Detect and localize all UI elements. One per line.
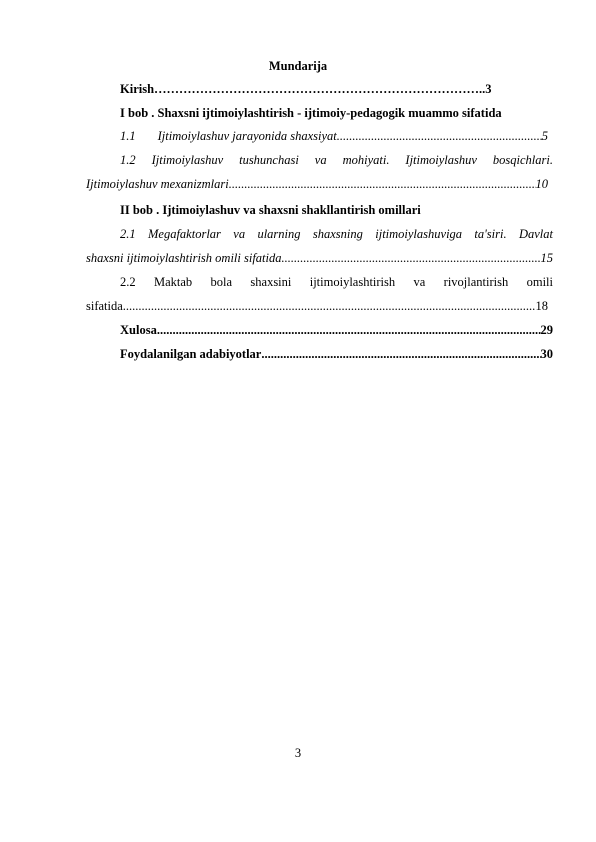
toc-entry-1-2-page: 10 [535,177,548,191]
page-number: 3 [294,746,302,760]
toc-entry-2-2-label: sifatida [86,299,123,313]
toc-entry-xulosa-page: 29 [540,323,553,337]
toc-entry-kirish-label: Kirish…………………………………………………………………….. [120,82,486,96]
toc-leader-dots [123,299,536,314]
toc-leader-dots [282,251,541,266]
toc-entry-adabiyotlar-label: Foydalanilgan adabiyotlar [120,347,262,361]
toc-entry-kirish-page: 3 [485,82,492,96]
toc-leader-dots [337,129,542,144]
toc-entry-kirish[interactable] [120,82,553,97]
toc-entry-xulosa-label: Xulosa [120,323,157,337]
toc-entry-1-1-number: 1.1 [120,129,136,143]
toc-entry-1-2-line1[interactable]: 1.2 Ijtimoiylashuv tushunchasi va mohiyati. Ijtimoiylashuv bosqichlari. [120,153,553,167]
toc-entry-2-2-line1[interactable]: 2.2 Maktab bola shaxsini ijtimoiylashtirish va rivojlantirish omili [120,275,553,289]
toc-entry-2-1-label: shaxsni ijtimoiylashtirish omili sifatida [86,251,282,265]
toc-entry-2-1-page: 15 [540,251,553,265]
toc-entry-1-1[interactable] [120,129,548,144]
toc-chapter-2[interactable]: II bob . Ijtimoiylashuv va shaxsni shakllantirish omillari [120,203,421,217]
toc-leader-dots [261,347,540,362]
toc-entry-xulosa[interactable] [120,323,553,338]
toc-chapter-1[interactable]: I bob . Shaxsni ijtimoiylashtirish - ijtimoiy-pedagogik muammo sifatida [120,106,502,120]
toc-entry-2-1-line1[interactable]: 2.1 Megafaktorlar va ularning shaxsning ijtimoiylashuviga ta'siri. Davlat [120,227,553,241]
toc-entry-adabiyotlar[interactable] [120,347,553,362]
toc-entry-2-2-page: 18 [535,299,548,313]
toc-entry-1-1-label: Ijtimoiylashuv jarayonida shaxsiyat [157,129,337,143]
toc-entry-1-1-page: 5 [541,129,548,143]
toc-entry-1-2-label: Ijtimoiylashuv mexanizmlari [86,177,229,191]
toc-entry-2-2-line2[interactable] [86,299,548,314]
toc-heading: Mundarija [268,59,328,73]
toc-leader-dots [229,177,536,192]
toc-entry-adabiyotlar-page: 30 [540,347,553,361]
toc-entry-1-2-line2[interactable] [86,177,548,192]
toc-leader-dots [157,323,541,338]
toc-entry-2-1-line2[interactable] [86,251,553,266]
